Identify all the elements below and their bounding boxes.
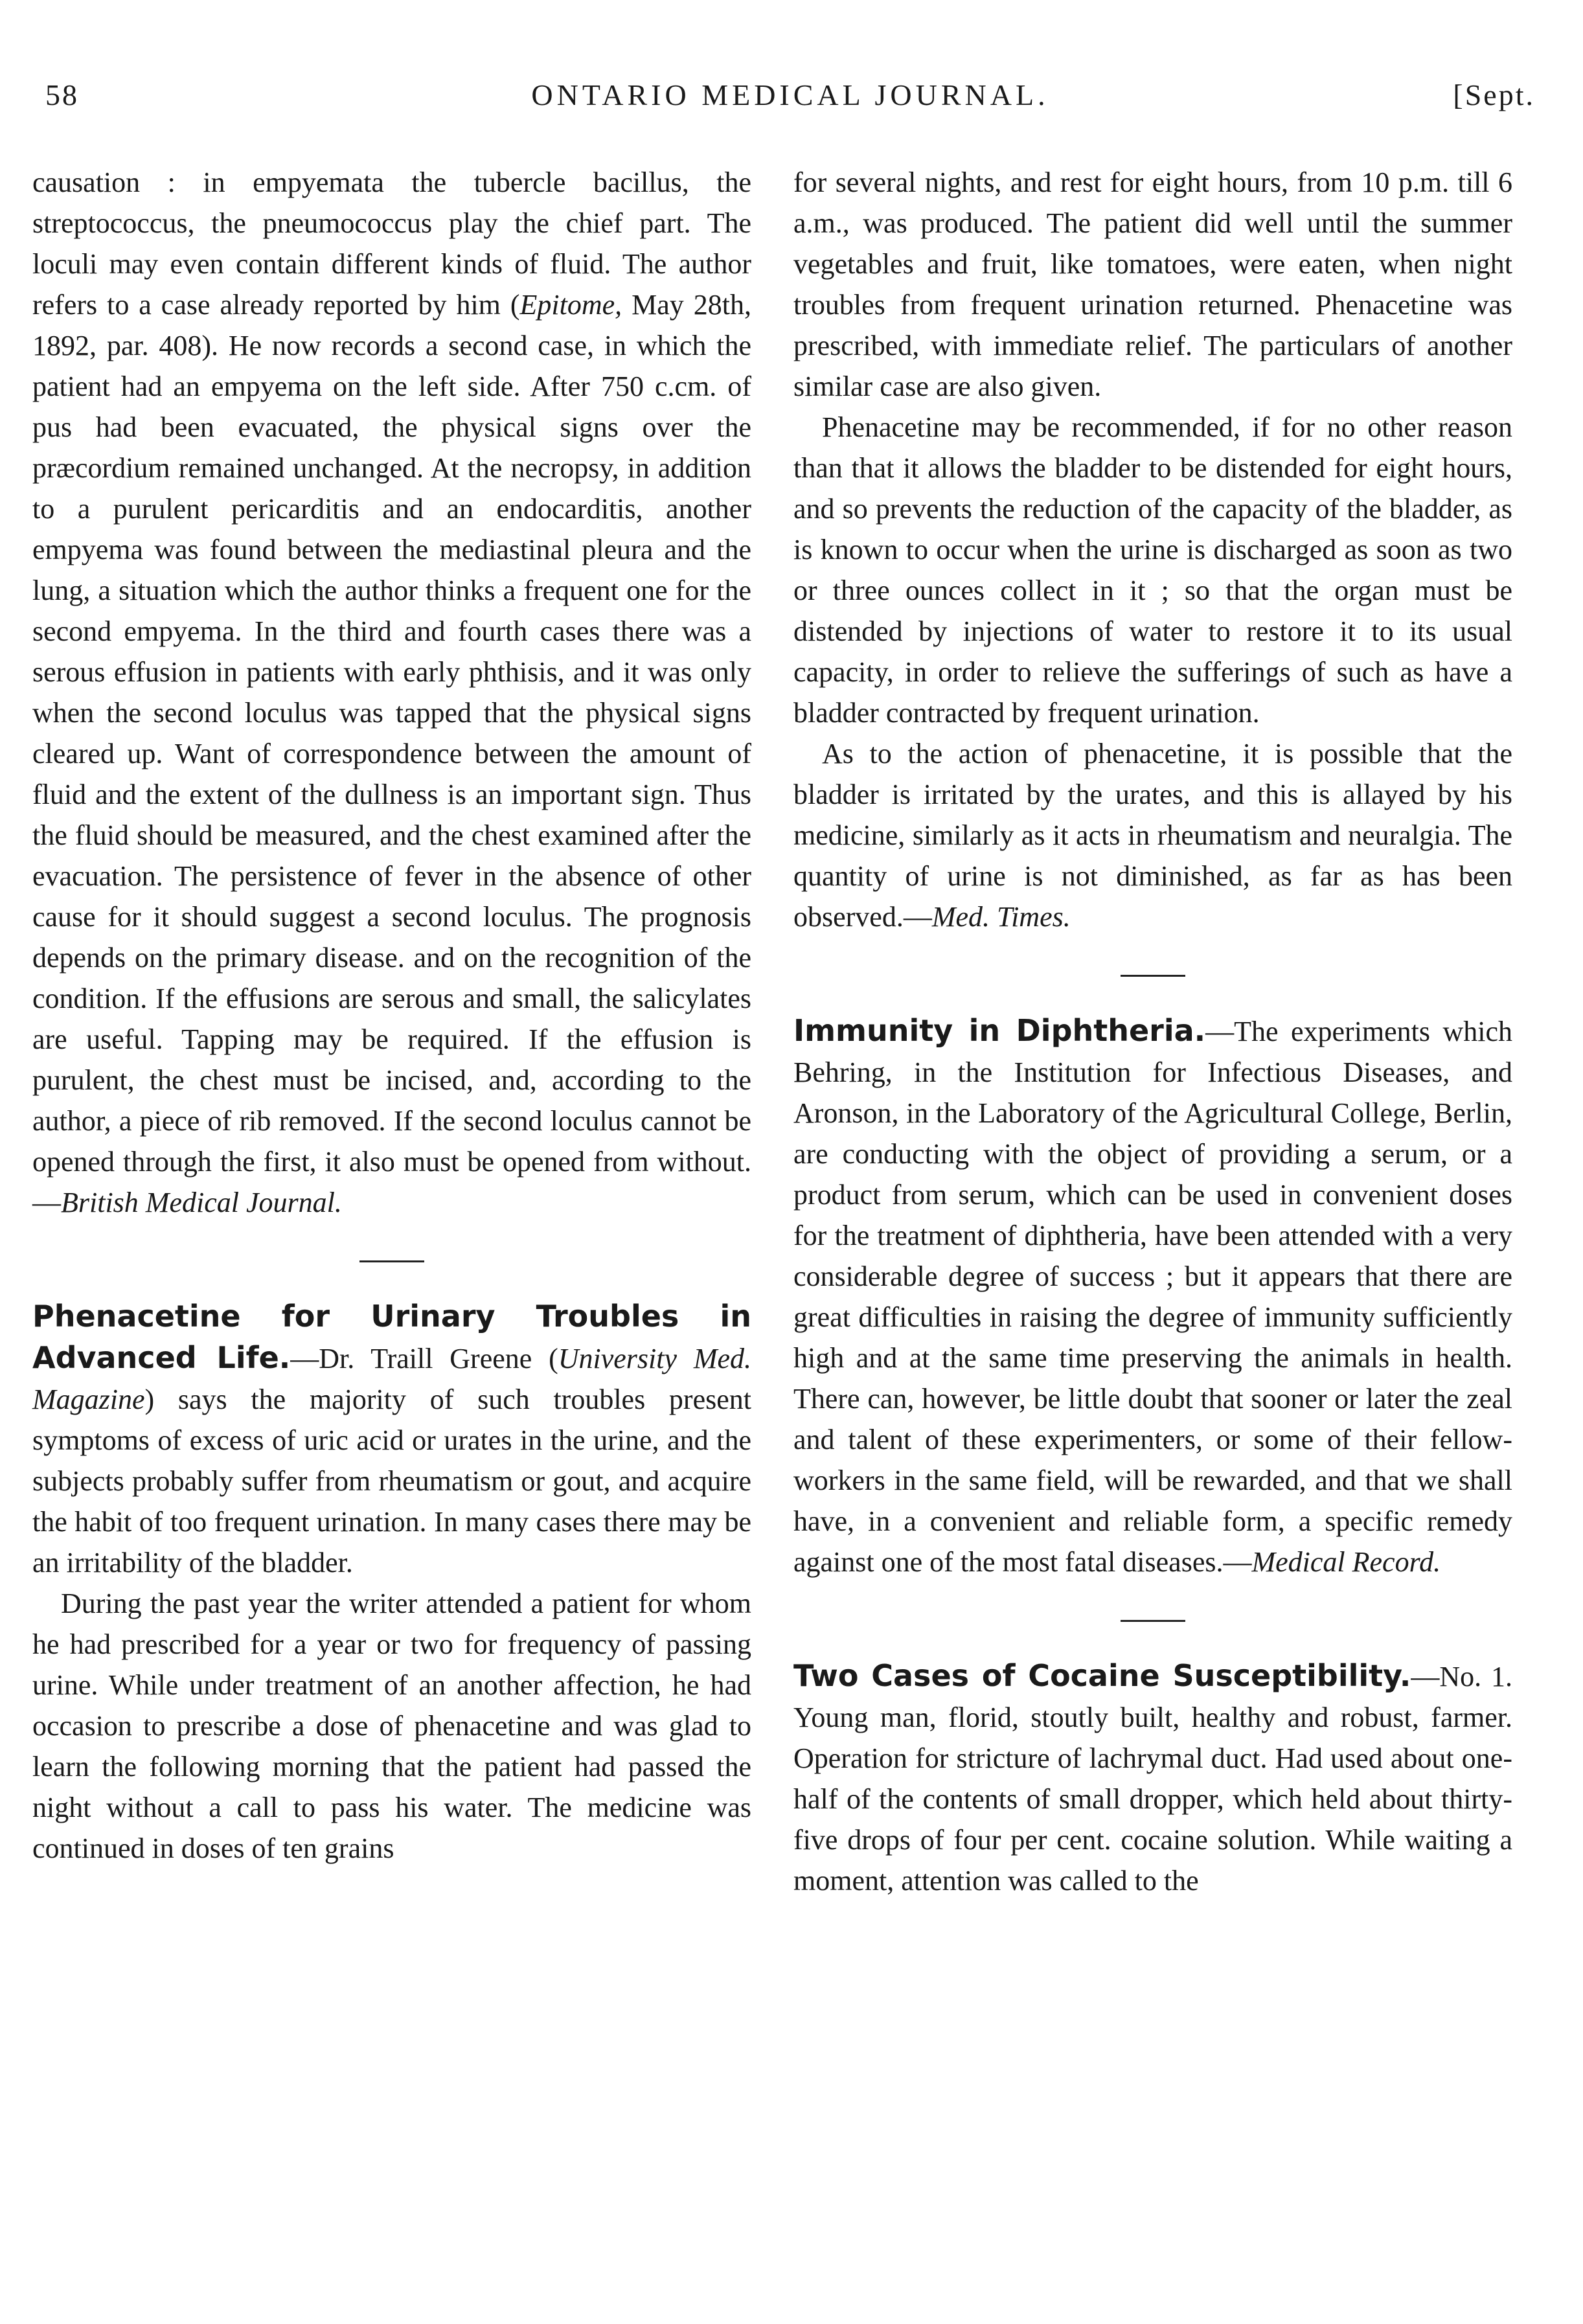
journal-title: ONTARIO MEDICAL JOURNAL. [531,78,1049,111]
source-university-med-magazine: University Med. Magazine [32,1343,751,1415]
phenacetine-article-intro: Phenacetine for Urinary Troubles in Advanced Life.—Dr. Traill Greene (University Med. Magazine) says the majority of such troubles present symptoms of excess of uric acid or urates in the urine, and the subjects probably suffer from rheumatism or gout, and acquire the habit of too frequent urination. In many cases there may be an irritability of the bladder. [32,1299,751,1578]
issue-month: [Sept. [1453,78,1535,111]
running-header [45,78,1535,136]
phenacetine-paragraph-4: Phenacetine may be recommended, if for no other reason than that it allows the bladder to be distended for eight hours, and so prevents the reduction of the capacity of the bladder, as is known to occur when the urine is discharged as soon as two or three ounces collect in it ; so that the organ must be distended by injections of water to restore it to its usual capacity, in order to relieve the sufferings of such as have a bladder contracted by frequent urination. [793,411,1512,729]
empyema-article-continued: causation : in empyemata the tubercle bacillus, the streptococcus, the pneumococcus play the chief part. The loculi may even contain different kinds of fluid. The author refers to a case already reported by him (Epitome, May 28th, 1892, par. 408). He now records a second case, in which the patient had an empyema on the left side. After 750 c.cm. of pus had been evacuated, the physical signs over the præcordium remained unchanged. At the necropsy, in addition to a purulent pericarditis and an endocarditis, another empyema was found between the mediastinal pleura and the lung, a situation which the author thinks a frequent one for the second empyema. In the third and fourth cases there was a serous effusion in patients with early phthisis, and it was only when the second loculus was tapped that the physical signs cleared up. Want of correspondence between the amount of fluid and the extent of the dullness is an important sign. Thus the fluid should be measured, and the chest examined after the evacuation. The persistence of fever in the absence of other cause for it should suggest a second loculus. The prognosis depends on the primary disease. and on the recognition of the condition. If the effusions are serous and small, the salicylates are useful. Tapping may be required. If the effusion is purulent, the chest must be incised, and, according to the author, a piece of rib removed. If the second loculus cannot be opened through the first, it also must be opened from without.—British Medical Journal. [32,166,751,1218]
phenacetine-paragraph-2: During the past year the writer attended a patient for whom he had prescribed for a year or two for frequency of passing urine. While under treatment of an another affection, he had occasion to prescribe a dose of phenacetine and was glad to learn the following morning that the patient had passed the night without a call to pass his water. The medicine was continued in doses of ten grains [32,1588,751,1864]
article-separator [359,1260,424,1262]
immunity-article: Immunity in Diphtheria.—The experiments which Behring, in the Institution for Infectious Diseases, and Aronson, in the Laboratory of the Agricultural College, Berlin, are conducting with the object of providing a serum, or a product from serum, which can be used in convenient doses for the treatment of diphtheria, have been attended with a very considerable degree of success ; but it appears that there are great difficulties in raising the degree of immunity sufficiently high and at the same time preserving the animals in health. There can, however, be little doubt that sooner or later the zeal and talent of these experimenters, or some of their fellow-workers in the same field, will be rewarded, and that we shall have, in a convenient and reliable form, a specific remedy against one of the most fatal diseases.—Medical Record. [793,1013,1512,1578]
article-separator [1121,975,1185,977]
cocaine-heading: Two Cases of Cocaine Susceptibility. [793,1658,1411,1693]
page-number: 58 [45,78,79,111]
phenacetine-paragraph-5: As to the action of phenacetine, it is possible that the bladder is irritated by the urates, and this is allayed by his medicine, similarly as it acts in rheumatism and neuralgia. The quantity of urine is not diminished, as far as has been observed.—Med. Times. [793,738,1512,933]
phenacetine-heading: Phenacetine for Urinary Troubles in Advanced Life. [32,1299,751,1375]
immunity-heading: Immunity in Diphtheria. [793,1013,1206,1048]
source-british-medical-journal: British Medical Journal. [61,1187,342,1218]
source-medical-record: Medical Record. [1251,1546,1441,1578]
source-med-times: Med. Times. [931,901,1071,933]
left-column [32,162,751,1869]
right-column [793,162,1512,1901]
phenacetine-paragraph-3: for several nights, and rest for eight hours, from 10 p.m. till 6 a.m., was produced. The patient did well until the summer vegetables and fruit, like tomatoes, were eaten, when night troubles from frequent urination returned. Phenacetine was prescribed, with immediate relief. The particulars of another similar case are also given. [793,166,1512,402]
article-separator [1121,1620,1185,1622]
citation-epitome: Epitome, [519,289,622,321]
cocaine-article: Two Cases of Cocaine Susceptibility.—No. 1. Young man, florid, stoutly built, healthy and robust, farmer. Operation for stricture of lachrymal duct. Had used about one-half of the contents of small dropper, which held about thirty-five drops of four per cent. cocaine solution. While waiting a moment, attention was called to the [793,1658,1513,1897]
